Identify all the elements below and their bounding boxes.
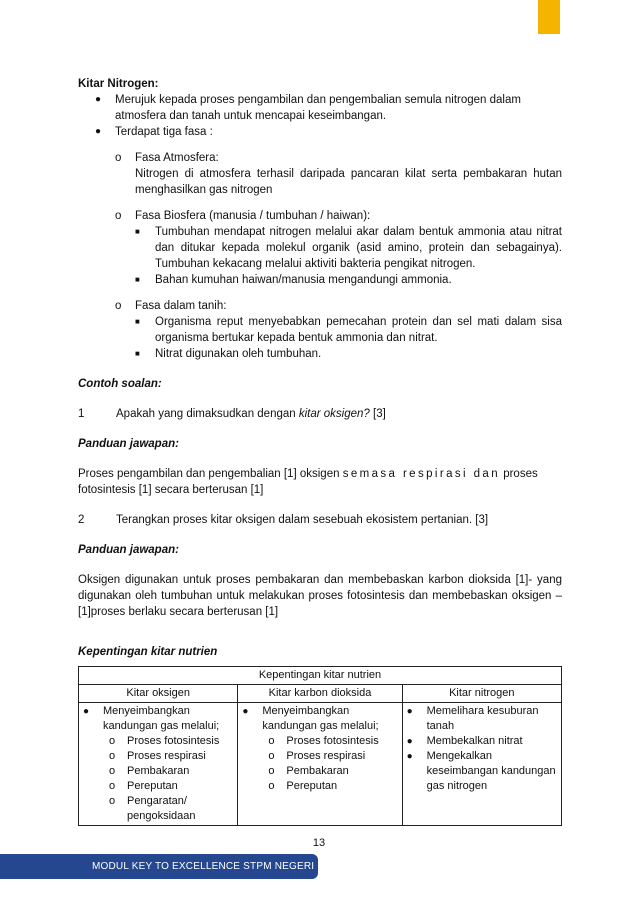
sub-item-text: Tumbuhan mendapat nitrogen melalui akar dalam bentuk ammonia atau nitrat dan ditukar kepada molekul organik (asid amino, protein dan sebagainya). Tumbuhan kekacang melalui aktiviti bakteria pengikat nitrogen. xyxy=(155,226,562,270)
sub-item xyxy=(135,346,562,362)
sub-item xyxy=(135,314,562,346)
table-header: Kitar oksigen xyxy=(79,685,238,703)
phase-title: Fasa Atmosfera: xyxy=(135,152,219,164)
question-text: Terangkan proses kitar oksigen dalam sesebuah ekosistem pertanian. [3] xyxy=(116,514,489,526)
bullet-text: Terdapat tiga fasa : xyxy=(115,126,213,138)
circle-bullet-icon: o xyxy=(268,765,275,777)
phase-biosfera xyxy=(115,208,562,224)
nutrient-cycle-table xyxy=(78,666,562,826)
bullet-icon: ● xyxy=(83,706,90,717)
bullet-icon: ● xyxy=(95,126,102,137)
sub-item xyxy=(135,272,562,288)
sub-item xyxy=(135,224,562,272)
circle-bullet-icon: o xyxy=(109,795,116,807)
circle-bullet-icon: o xyxy=(268,780,275,792)
circle-bullet-icon: o xyxy=(109,750,116,762)
panduan-heading: Panduan jawapan: xyxy=(78,438,179,450)
bullet-icon: ● xyxy=(95,94,102,105)
bullet-icon: ● xyxy=(242,706,249,717)
answer-1: Proses pengambilan dan pengembalian [1] oksigen semasa respirasi dan proses fotosintesis [1] secara berterusan [1] xyxy=(78,468,538,496)
circle-bullet-icon: o xyxy=(109,765,116,777)
phase-text: Nitrogen di atmosfera terhasil daripada pancaran kilat serta pembakaran hutan menghasilkan gas nitrogen xyxy=(135,168,562,196)
circle-bullet-icon: o xyxy=(115,152,122,164)
table-cell-nitrogen: ● Memelihara kesuburan tanah ● Membekalkan nitrat ● Mengekalkan keseimbangan kandungan gas nitrogen xyxy=(402,703,561,826)
table-header: Kitar nitrogen xyxy=(402,685,561,703)
table-cell-oksigen: ● Menyeimbangkan kandungan gas melalui; o Proses fotosintesis o Proses respirasi o Pembakaran o Pereputan o Pengaratan/ pengoksidaan xyxy=(79,703,238,826)
bullet-item xyxy=(95,124,562,140)
circle-bullet-icon: o xyxy=(268,750,275,762)
square-bullet-icon: ■ xyxy=(135,349,140,358)
section-heading: Kitar Nitrogen: xyxy=(78,78,159,90)
circle-bullet-icon: o xyxy=(115,210,122,222)
page-number: 13 xyxy=(312,837,326,849)
bullet-icon: ● xyxy=(406,706,413,717)
square-bullet-icon: ■ xyxy=(135,317,140,326)
circle-bullet-icon: o xyxy=(109,735,116,747)
table-header: Kitar karbon dioksida xyxy=(238,685,402,703)
question-number: 2 xyxy=(78,514,85,526)
panduan-heading: Panduan jawapan: xyxy=(78,544,179,556)
phase-title: Fasa dalam tanih: xyxy=(135,300,227,312)
table-title: Kepentingan kitar nutrien xyxy=(79,667,562,685)
answer-2: Oksigen digunakan untuk proses pembakaran dan membebaskan karbon dioksida [1]- yang digunakan oleh tumbuhan untuk melakukan proses fotosintesis dan membebaskan oksigen – [1]proses berlaku secara berterusan [1] xyxy=(78,574,562,618)
question-text: Apakah yang dimaksudkan dengan kitar oksigen? [3] xyxy=(116,408,386,420)
question-number: 1 xyxy=(78,408,85,420)
phase-atmosfera xyxy=(115,150,562,166)
sub-item-text: Bahan kumuhan haiwan/manusia mengandungi ammonia. xyxy=(155,274,452,286)
footer-banner xyxy=(0,854,318,897)
footer-text: MODUL KEY TO EXCELLENCE STPM NEGERI PERAK xyxy=(92,861,315,897)
bullet-icon: ● xyxy=(406,736,413,747)
circle-bullet-icon: o xyxy=(109,780,116,792)
phase-tanih xyxy=(115,298,562,314)
bullet-item xyxy=(95,92,562,124)
question-2 xyxy=(78,512,562,528)
sub-item-text: Nitrat digunakan oleh tumbuhan. xyxy=(155,348,322,360)
contoh-soalan-heading: Contoh soalan: xyxy=(78,378,162,390)
bullet-text: Merujuk kepada proses pengambilan dan pengembalian semula nitrogen dalam atmosfera dan tanah untuk mencapai keseimbangan. xyxy=(115,94,521,122)
phase-title: Fasa Biosfera (manusia / tumbuhan / haiwan): xyxy=(135,210,371,222)
square-bullet-icon: ■ xyxy=(135,275,140,284)
page-tab-marker xyxy=(538,0,560,34)
circle-bullet-icon: o xyxy=(115,300,122,312)
sub-item-text: Organisma reput menyebabkan pemecahan protein dan sel mati dalam sisa organisma bertukar kepada bentuk ammonia dan nitrat. xyxy=(155,316,562,344)
question-1 xyxy=(78,406,562,422)
kepentingan-heading: Kepentingan kitar nutrien xyxy=(78,646,218,658)
table-cell-karbon: ● Menyeimbangkan kandungan gas melalui; o Proses fotosintesis o Proses respirasi o Pembakaran o Pereputan xyxy=(238,703,402,826)
square-bullet-icon: ■ xyxy=(135,227,140,236)
bullet-icon: ● xyxy=(406,751,413,762)
page-content xyxy=(78,76,562,826)
circle-bullet-icon: o xyxy=(268,735,275,747)
